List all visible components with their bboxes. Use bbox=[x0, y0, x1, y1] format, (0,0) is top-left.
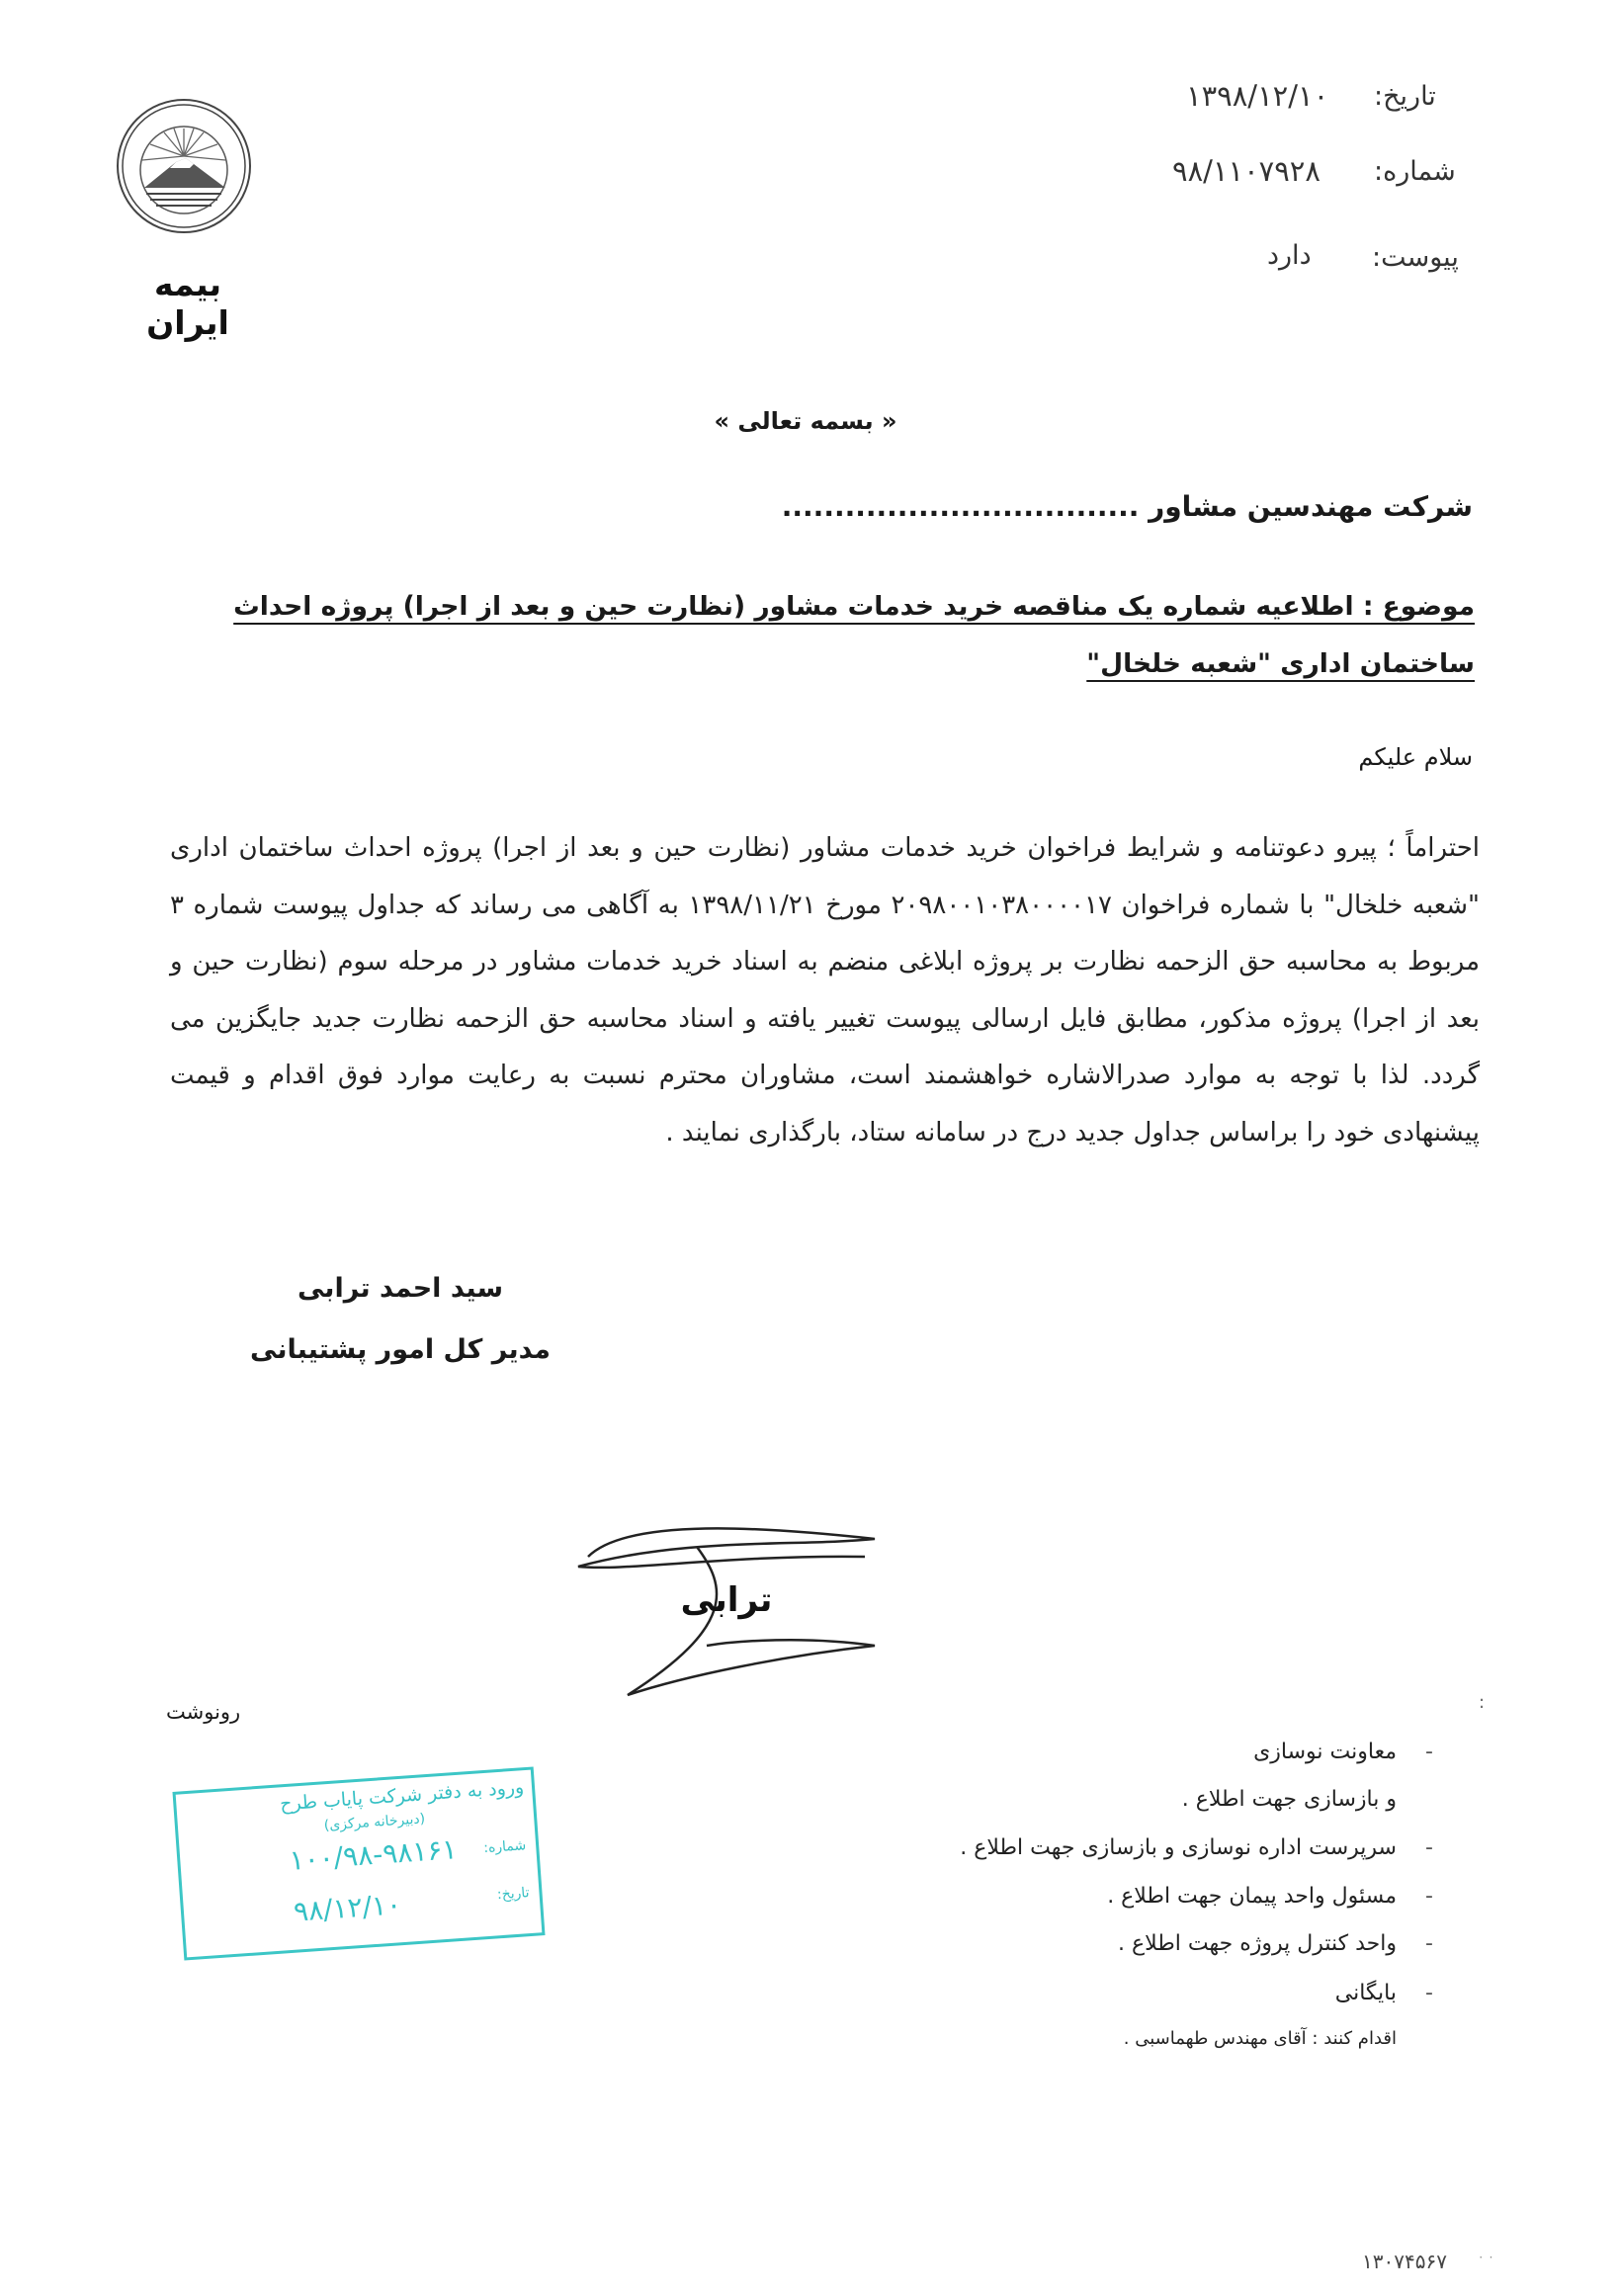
handwritten-signature bbox=[568, 1497, 895, 1705]
cc-item: و بازسازی جهت اطلاع . bbox=[1181, 1787, 1397, 1812]
attachment-value: دارد bbox=[1267, 240, 1312, 271]
cc-item: سرپرست اداره نوسازی و بازسازی جهت اطلاع . bbox=[960, 1835, 1397, 1860]
cc-item: مسئول واحد پیمان جهت اطلاع . bbox=[1107, 1884, 1397, 1909]
company-logo bbox=[115, 97, 253, 235]
cc-action: اقدام کنند : آقای مهندس طهماسبی . bbox=[1123, 2028, 1397, 2049]
cc-item: بایگانی bbox=[1334, 1981, 1397, 2005]
cc-colon: : bbox=[1479, 1692, 1486, 1713]
footer-marks: ٠ ٠ bbox=[1478, 2250, 1494, 2263]
number-value: ۹۸/۱۱۰۷۹۲۸ bbox=[1172, 154, 1321, 188]
cc-dash: - bbox=[1425, 1835, 1433, 1860]
subject-line-1: موضوع : اطلاعیه شماره یک مناقصه خرید خدمات مشاور (نظارت حین و بعد از اجرا) پروژه احداث bbox=[233, 591, 1475, 622]
cc-dash: - bbox=[1425, 1931, 1433, 1956]
company-name: بیمه ایران bbox=[146, 265, 229, 342]
stamp-title: ورود به دفتر شرکت پایاب طرح bbox=[279, 1776, 525, 1816]
attachment-label: پیوست: bbox=[1372, 242, 1459, 273]
stamp-number-value: ۱۰۰/۹۸-۹۸۱۶۱ bbox=[288, 1832, 459, 1877]
stamp-date-label: تاریخ: bbox=[496, 1885, 531, 1904]
cc-label: رونوشت bbox=[166, 1700, 241, 1724]
cc-dash: - bbox=[1425, 1884, 1433, 1909]
subject-line-2: ساختمان اداری "شعبه خلخال" bbox=[1086, 648, 1475, 679]
letter-body: احتراماً ؛ پیرو دعوتنامه و شرایط فراخوان خرید خدمات مشاور (نظارت حین و بعد از اجرا) پروژه احداث ساختمان اداری "شعبه خلخال" با شماره فراخوان ۲۰۹۸۰۰۱۰۳۸۰۰۰۰۱۷ مورخ ۱۳۹۸/۱۱/۲۱ به آگاهی می رساند که جداول پیوست شماره ۳ مربوط به محاسبه حق الزحمه نظارت بر پروژه ابلاغی منضم به اسناد خرید خدمات مشاور در مرحله سوم (نظارت حین و بعد از اجرا) پروژه مذکور، مطابق فایل ارسالی پیوست تغییر یافته و اسناد محاسبه حق الزحمه نظارت جدید جایگزین می گردد. لذا با توجه به موارد صدرالاشاره خواهشمند است، مشاوران محترم نسبت به رعایت موارد فوق اقدام و قیمت پیشنهادی خود را براساس جداول جدید درج در سامانه ستاد، بارگذاری نمایند . bbox=[170, 833, 1480, 1148]
cc-item: واحد کنترل پروژه جهت اطلاع . bbox=[1118, 1931, 1397, 1956]
number-label: شماره: bbox=[1374, 156, 1456, 187]
cc-item: معاونت نوسازی bbox=[1253, 1740, 1397, 1764]
greeting: سلام علیکم bbox=[1358, 743, 1473, 771]
signatory-title: مدیر کل امور پشتیبانی bbox=[250, 1334, 551, 1365]
cc-dash: - bbox=[1425, 1740, 1433, 1764]
stamp-number-label: شماره: bbox=[482, 1837, 527, 1857]
signatory-name: سید احمد ترابی bbox=[297, 1273, 504, 1304]
date-label: تاریخ: bbox=[1374, 81, 1436, 112]
date-value: ۱۳۹۸/۱۲/۱۰ bbox=[1186, 79, 1329, 113]
insurance-seal-icon bbox=[115, 97, 253, 235]
received-stamp bbox=[172, 1766, 545, 1960]
handwritten-name: ترابی bbox=[680, 1580, 773, 1620]
footer-serial: ۱۳۰۷۴۵۶۷ bbox=[1362, 2250, 1447, 2273]
cc-dash: - bbox=[1425, 1981, 1433, 2005]
invocation: « بسمه تعالی » bbox=[714, 407, 897, 435]
recipient: شرکت مهندسین مشاور .................................. bbox=[781, 490, 1473, 523]
stamp-date-value: ۹۸/۱۲/۱۰ bbox=[292, 1888, 403, 1928]
stamp-subtitle: (دبیرخانه مرکزی) bbox=[323, 1811, 426, 1834]
